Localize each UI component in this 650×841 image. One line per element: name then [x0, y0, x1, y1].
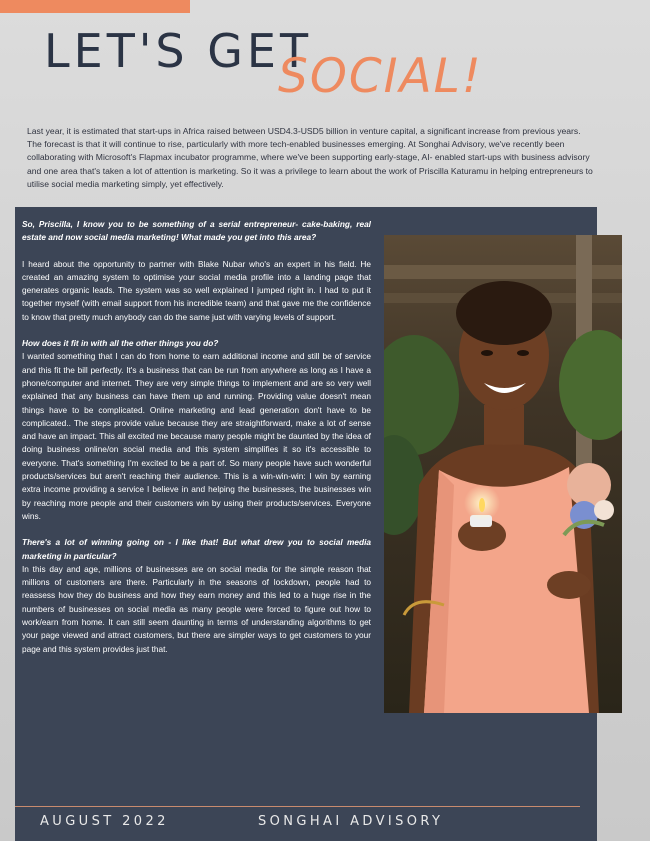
page-title-accent: SOCIAL! [278, 49, 483, 104]
answer-1: I heard about the opportunity to partner with Blake Nubar who's an expert in his field. He created an amazing system to optimise your social media profile into a landing page that generates organic leads. The system was so well explained I jumped right in. I had to put it together myself (with email support from his incredible team) and that gave me the confidence to know that pretty much anybody can do the same just with varying levels of support. [22, 258, 371, 322]
answer-3: In this day and age, millions of businesses are on social media for the simple reason that millions of customers are there. Particularly in the seasons of lockdown, people had to reassess how they do business and how they earn money and this led to a huge rise in the numbers of businesses on social media as many people were forced to figure out how to work/earn from home. It can still seem daunting in terms of understanding algorithms to get your page viewed and attract customers, but there are simpler ways to get customers to your page and this system provides just that. [22, 563, 371, 654]
page-title: LET'S GET [44, 24, 313, 78]
accent-bar [0, 0, 190, 13]
question-1: So, Priscilla, I know you to be something of a serial entrepreneur- cake-baking, real estate and now social media marketing! What made you get into this area? [22, 219, 371, 243]
intro-paragraph: Last year, it is estimated that start-ups in Africa raised between USD4.3-USD5 billion in venture capital, a significant increase from previous years. The forecast is that it will continue to rise, particularly with more tech-enabled businesses emerging. At Songhai Advisory, we've recently been collaborating with Microsoft's Flapmax incubator programme, where we've been supporting early-stage, AI- enabled start-ups with business advisory and one area that's taken a lot of attention is marketing. So it was a privilege to learn about the work of Priscilla Katuramu in helping entrepreneurs to utilise social media marketing simply, yet effectively. [27, 126, 593, 189]
interview-article [22, 218, 371, 656]
question-3: There's a lot of winning going on - I like that! But what drew you to social media marketing in particular? [22, 537, 371, 561]
footer-brand: SONGHAI ADVISORY [258, 814, 444, 829]
footer-divider [15, 806, 580, 807]
footer-date: AUGUST 2022 [40, 814, 169, 829]
answer-2: I wanted something that I can do from home to earn additional income and still be of service and this fit the bill perfectly. It's a business that can be run from anywhere as long as I have a phone/computer and internet. They are very simple things to implement and are so very well explained that any business can have them up and running. Providing value doesn't mean things have to be complicated. Online marketing and lead generation don't have to be complicated.. The steps provide value because they are straightforward, make a lot of sense and have an impact. This all excited me because many people might be daunted by the idea of doing business online/on social media and this system simplifies it so it's accessible to everyone. That's something I'm excited to be a part of. So many people have such wonderful products/services but aren't reaching their audience. This is a win-win-win: I win by earning extra income providing a service I believe in and helping the businesses, the businesses win by reaching more people and their customers win by using their products/services. Everyone wins. [22, 351, 371, 521]
portrait-photo [384, 235, 622, 713]
question-2: How does it fit in with all the other things you do? [22, 338, 219, 349]
portrait-illustration [384, 235, 622, 713]
